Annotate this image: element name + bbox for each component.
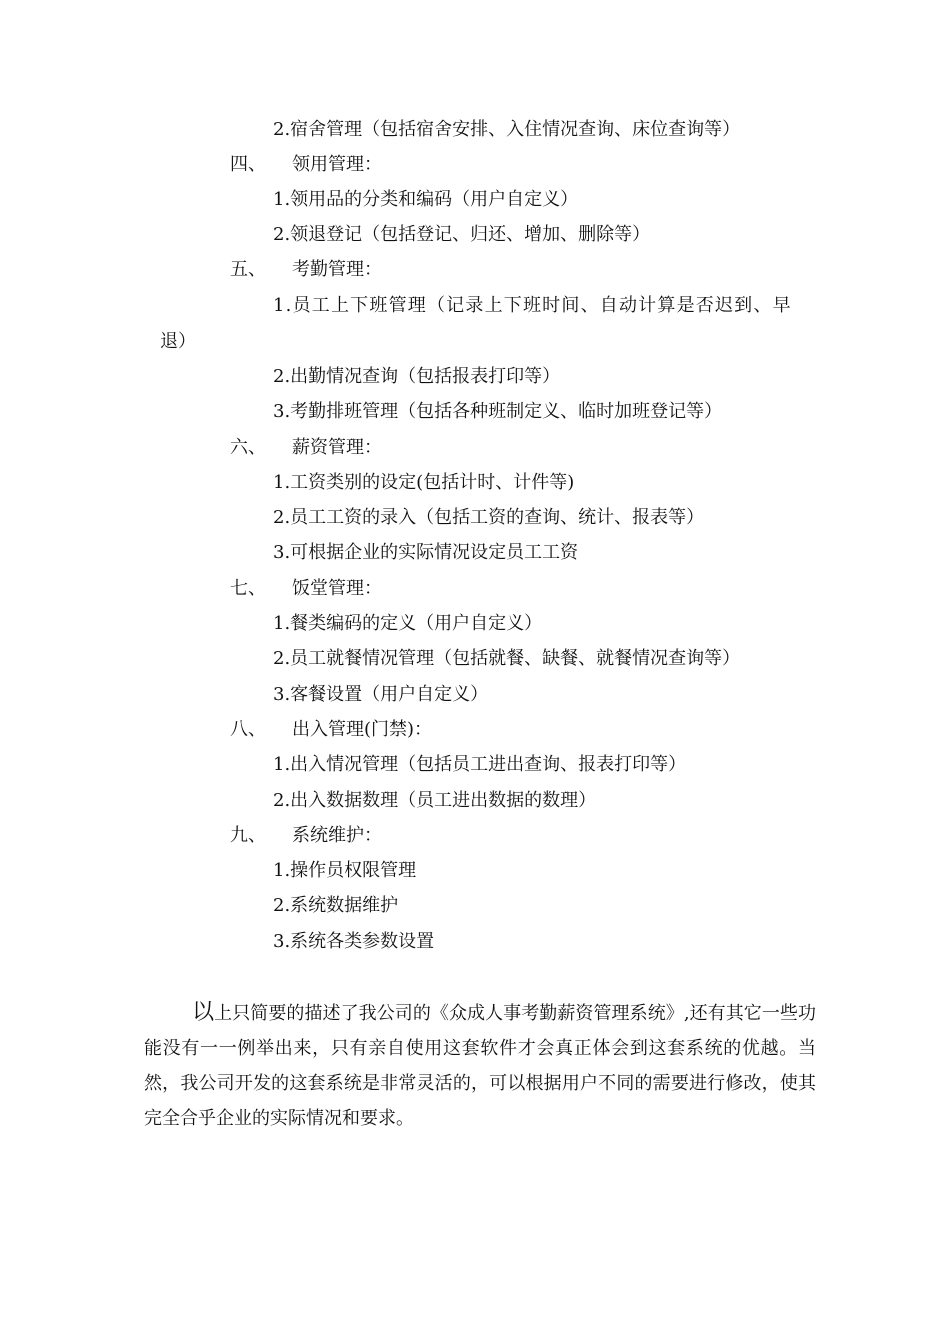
list-item: 3.考勤排班管理（包括各种班制定义、临时加班登记等） (273, 401, 723, 422)
section-number: 七、 (230, 578, 266, 599)
section-title: 出入管理(门禁)： (292, 719, 433, 740)
section-number: 八、 (230, 719, 266, 740)
list-item: 2.员工就餐情况管理（包括就餐、缺餐、就餐情况查询等） (273, 648, 741, 669)
section-title: 系统维护： (292, 825, 382, 846)
list-item: 1.员工上下班管理（记录上下班时间、自动计算是否迟到、早 (273, 295, 792, 316)
section-title: 考勤管理： (292, 259, 382, 280)
list-item: 3.客餐设置（用户自定义） (273, 684, 489, 705)
list-item: 2.宿舍管理（包括宿舍安排、入住情况查询、床位查询等） (273, 119, 741, 140)
list-item: 1.餐类编码的定义（用户自定义） (273, 613, 543, 634)
summary-paragraph (144, 995, 816, 1136)
list-item: 1.操作员权限管理 (273, 860, 417, 881)
list-item: 2.员工工资的录入（包括工资的查询、统计、报表等） (273, 507, 705, 528)
list-item-continuation: 退） (160, 331, 196, 352)
list-item: 2.出勤情况查询（包括报表打印等） (273, 366, 561, 387)
section-number: 五、 (230, 259, 266, 280)
first-character: 以 (192, 1000, 215, 1025)
list-item: 3.可根据企业的实际情况设定员工工资 (273, 542, 579, 563)
list-item: 1.出入情况管理（包括员工进出查询、报表打印等） (273, 754, 687, 775)
list-item: 2.领退登记（包括登记、归还、增加、删除等） (273, 224, 651, 245)
section-title: 领用管理： (292, 154, 382, 175)
list-item: 1.领用品的分类和编码（用户自定义） (273, 189, 579, 210)
list-item: 3.系统各类参数设置 (273, 931, 435, 952)
section-number: 九、 (230, 825, 266, 846)
section-title: 饭堂管理： (292, 578, 382, 599)
section-number: 四、 (230, 154, 266, 175)
section-number: 六、 (230, 437, 266, 458)
list-item: 1.工资类别的设定(包括计时、计件等) (273, 472, 575, 493)
section-title: 薪资管理： (292, 437, 382, 458)
list-item: 2.系统数据维护 (273, 895, 399, 916)
list-item: 2.出入数据数理（员工进出数据的数理） (273, 790, 597, 811)
summary-text: 上只简要的描述了我公司的《众成人事考勤薪资管理系统》,还有其它一些功能没有一一例举出来，只有亲自使用这套软件才会真正体会到这套系统的优越。当然，我公司开发的这套系统是非常灵活的，可以根据用户不同的需要进行修改，使其完全合乎企业的实际情况和要求。 (144, 1003, 816, 1129)
